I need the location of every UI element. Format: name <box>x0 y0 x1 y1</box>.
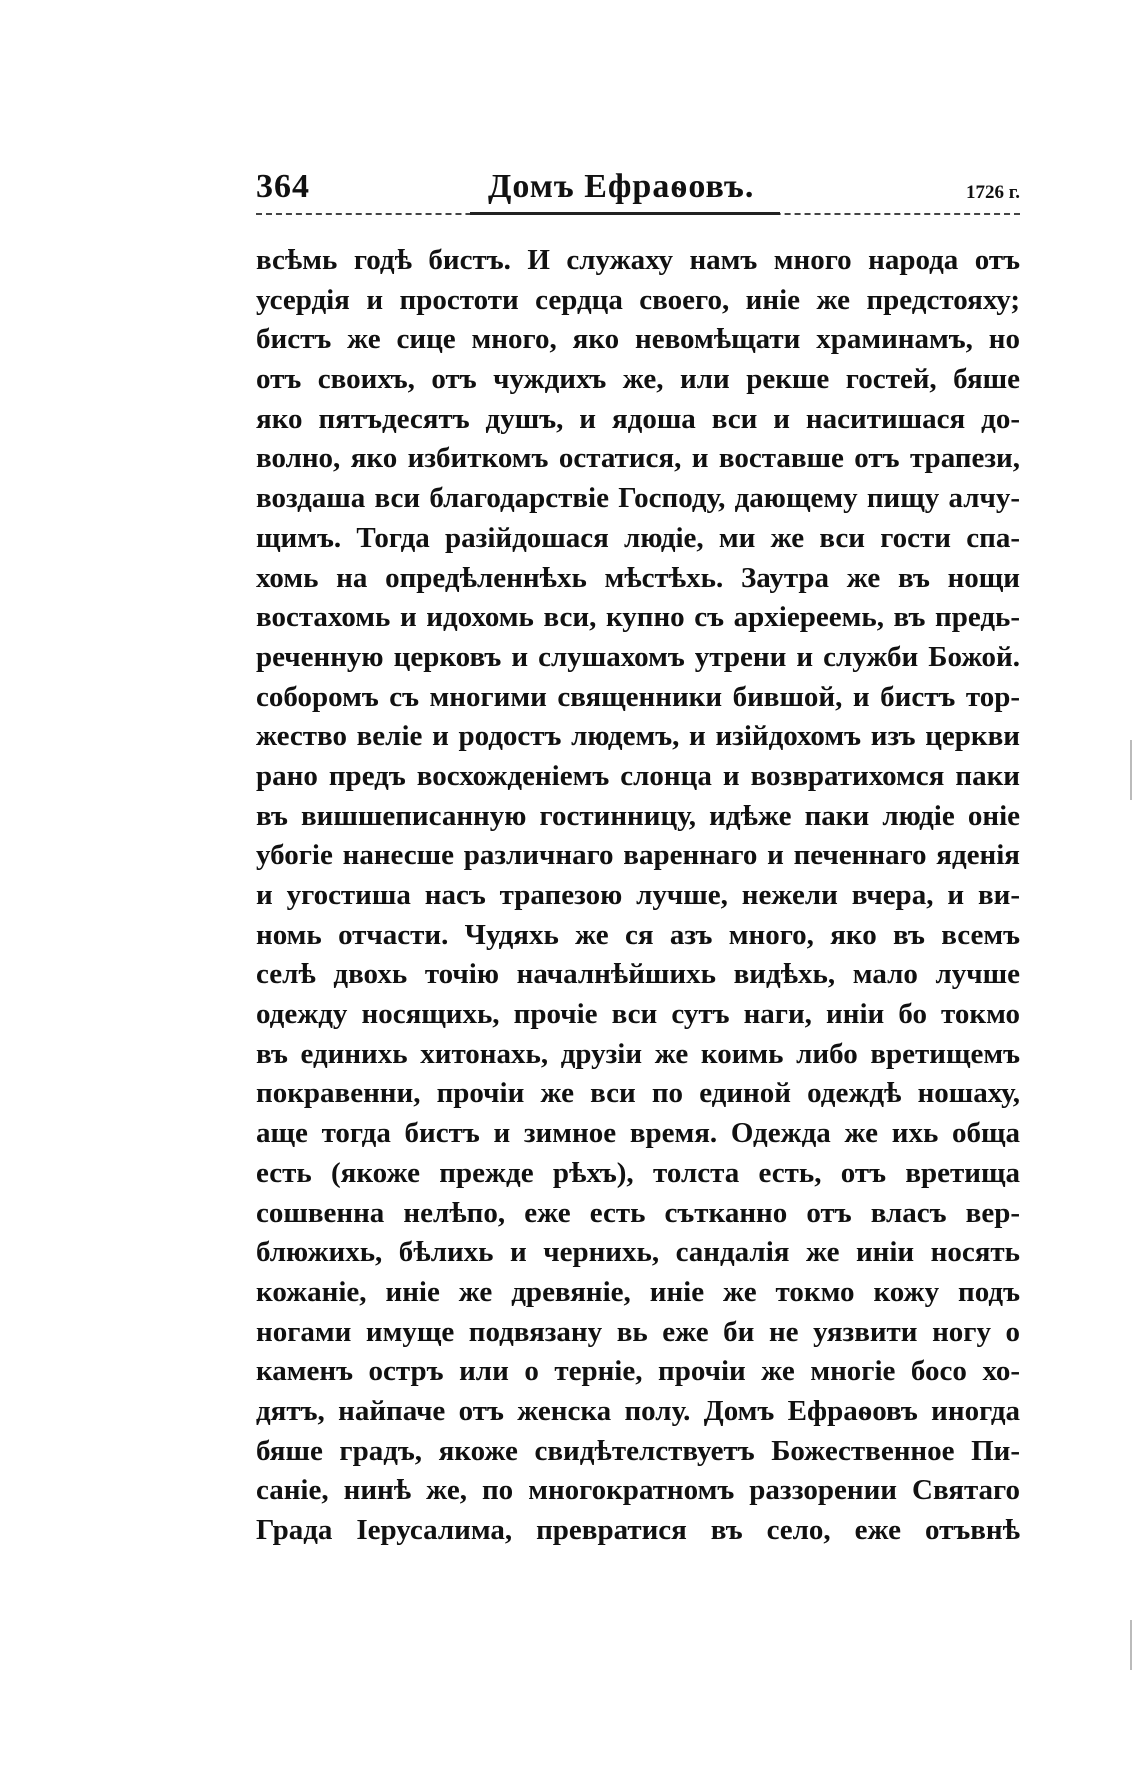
text-line: рано предъ восхожденіемъ слонца и возвратихомся паки <box>256 759 1020 792</box>
text-line: жество веліе и родостъ людемъ, и изійдохомъ изъ церкви <box>256 720 1020 753</box>
text-line: блюжихь, бѣлихь и чернихь, сандалія же иніи носять <box>256 1236 1020 1269</box>
text-line: аще тогда бистъ и зимное время. Одежда же ихь обща <box>256 1117 1020 1150</box>
text-line: волно, яко избиткомъ остатися, и воставше отъ трапези, <box>256 442 1020 475</box>
text-line: саніе, нинѣ же, по многократномъ раззорении Святаго <box>256 1474 1020 1507</box>
text-line: каменъ остръ или о терніе, прочіи же многіе босо хо- <box>256 1355 1020 1388</box>
header-year: 1726 г. <box>966 182 1020 203</box>
text-line: ногами имуще подвязану вь еже би не уязвити ногу о <box>256 1315 1020 1348</box>
text-line: реченную церковъ и слушахомъ утрени и служби Божой. <box>256 640 1020 673</box>
text-line: селѣ двохь точію началнѣйшихь видѣхь, мало лучше <box>256 958 1020 991</box>
text-line: отъ своихъ, отъ чуждихъ же, или рекше гостей, бяше <box>256 363 1020 396</box>
text-line: бистъ же сице много, яко невомѣщати храминамъ, но <box>256 323 1020 356</box>
text-line: усердія и простоти сердца своего, иніе же предстояху; <box>256 283 1020 316</box>
text-line: щимъ. Тогда разійдошася людіе, ми же вси гости спа- <box>256 521 1020 554</box>
text-line: въ вишшеписанную гостинницу, идѣже паки людіе оніе <box>256 799 1020 832</box>
text-line: сошвенна нелѣпо, еже есть сътканно отъ власъ вер- <box>256 1196 1020 1229</box>
text-line: есть (якоже прежде рѣхъ), толста есть, отъ вретища <box>256 1156 1020 1189</box>
page-number: 364 <box>256 168 310 205</box>
text-line: соборомъ съ многими священники бившой, и бистъ тор- <box>256 680 1020 713</box>
body-text <box>256 241 1020 1551</box>
scan-edge-mark <box>1130 740 1132 800</box>
text-line: въ единихь хитонахь, друзіи же коимь либо вретищемъ <box>256 1037 1020 1070</box>
text-line: яко пятъдесятъ душъ, и ядоша вси и наситишася до- <box>256 402 1020 435</box>
scan-edge-mark <box>1130 1620 1132 1670</box>
text-line: номь отчасти. Чудяхь же ся азъ много, яко въ всемъ <box>256 918 1020 951</box>
page-header <box>256 168 1020 216</box>
text-line: востахомь и идохомь вси, купно съ архіереемь, въ предь- <box>256 601 1020 634</box>
text-line: воздаша вси благодарствіе Господу, дающему пищу алчу- <box>256 482 1020 515</box>
running-title: Домъ Ефраѳовъ. <box>488 168 755 205</box>
text-line: покравенни, прочіи же вси по единой одеждѣ ношаху, <box>256 1077 1020 1110</box>
text-line: и угостиша насъ трапезою лучше, нежели вчера, и ви- <box>256 879 1020 911</box>
text-line: хомь на опредѣленнѣхь мѣстѣхь. Заутра же въ нощи <box>256 561 1020 594</box>
text-line: убогіе нанесше различнаго вареннаго и печеннаго яденія <box>256 839 1020 872</box>
text-line: всѣмь годѣ бистъ. И служаху намъ много народа отъ <box>256 244 1020 276</box>
text-line: бяше градъ, якоже свидѣтелствуетъ Божественное Пи- <box>256 1434 1020 1467</box>
text-line: одежду носящихь, прочіе вси сутъ наги, иніи бо токмо <box>256 998 1020 1031</box>
text-line: кожаніе, иніе же древяніе, иніе же токмо кожу подъ <box>256 1275 1020 1308</box>
text-line: дятъ, найпаче отъ женска полу. Домъ Ефраѳовъ иногда <box>256 1394 1020 1427</box>
text-line: Града Іерусалима, превратися въ село, еже отъвнѣ <box>256 1514 1020 1546</box>
header-rule-solid <box>470 212 780 215</box>
